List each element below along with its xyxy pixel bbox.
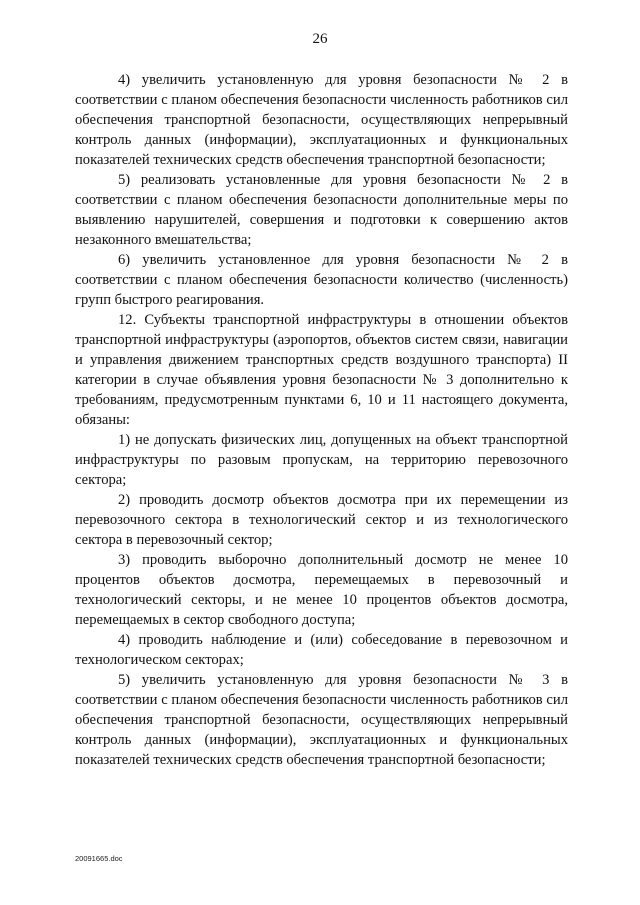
paragraph-item-1-no-single-pass: 1) не допускать физических лиц, допущенных на объект транспортной инфраструктуры по разовым пропускам, на территорию перевозочного сектора;: [75, 432, 568, 488]
paragraph-section-12: 12. Субъекты транспортной инфраструктуры в отношении объектов транспортной инфраструктуры (аэропортов, объектов систем связи, навигации и управления движением транспортных средств воздушного транспорта) II категории в случае объявления уровня безопасности № 3 дополнительно к требованиям, предусмотренным пунктами 6, 10 и 11 настоящего документа, обязаны:: [75, 312, 568, 428]
paragraph-item-5-additional-measures-level-2: 5) реализовать установленные для уровня безопасности № 2 в соответствии с планом обеспечения безопасности дополнительные меры по выявлению нарушителей, совершения и подготовки к совершению актов незаконного вмешательства;: [75, 172, 568, 248]
page-number: 26: [312, 31, 328, 47]
paragraph-item-4-observation-interview: 4) проводить наблюдение и (или) собеседование в перевозочном и технологическом секторах;: [75, 632, 568, 668]
paragraph-item-3-selective-inspection: 3) проводить выборочно дополнительный досмотр не менее 10 процентов объектов досмотра, перемещаемых в перевозочный и технологический секторы, и не менее 10 процентов объектов досмотра, перемещаемых в сектор свободного доступа;: [75, 552, 568, 628]
paragraph-item-5-increase-staff-level-3: 5) увеличить установленную для уровня безопасности № 3 в соответствии с планом обеспечения безопасности численность работников сил обеспечения транспортной безопасности, осуществляющих непрерывный контроль данных (информации), эксплуатационных и функциональных показателей технических средств обеспечения транспортной безопасности;: [75, 672, 568, 768]
footer-filename: 20091665.doc: [75, 854, 123, 863]
paragraph-item-4-increase-staff-level-2: 4) увеличить установленную для уровня безопасности № 2 в соответствии с планом обеспечения безопасности численность работников сил обеспечения транспортной безопасности, осуществляющих непрерывный контроль данных (информации), эксплуатационных и функциональных показателей технических средств обеспечения транспортной безопасности;: [75, 72, 568, 168]
document-body: [75, 70, 568, 770]
paragraph-item-6-rapid-response-groups: 6) увеличить установленное для уровня безопасности № 2 в соответствии с планом обеспечения безопасности количество (численность) групп быстрого реагирования.: [75, 252, 568, 308]
paragraph-item-2-inspection-transfer: 2) проводить досмотр объектов досмотра при их перемещении из перевозочного сектора в технологический сектор и из технологического сектора в перевозочный сектор;: [75, 492, 568, 548]
